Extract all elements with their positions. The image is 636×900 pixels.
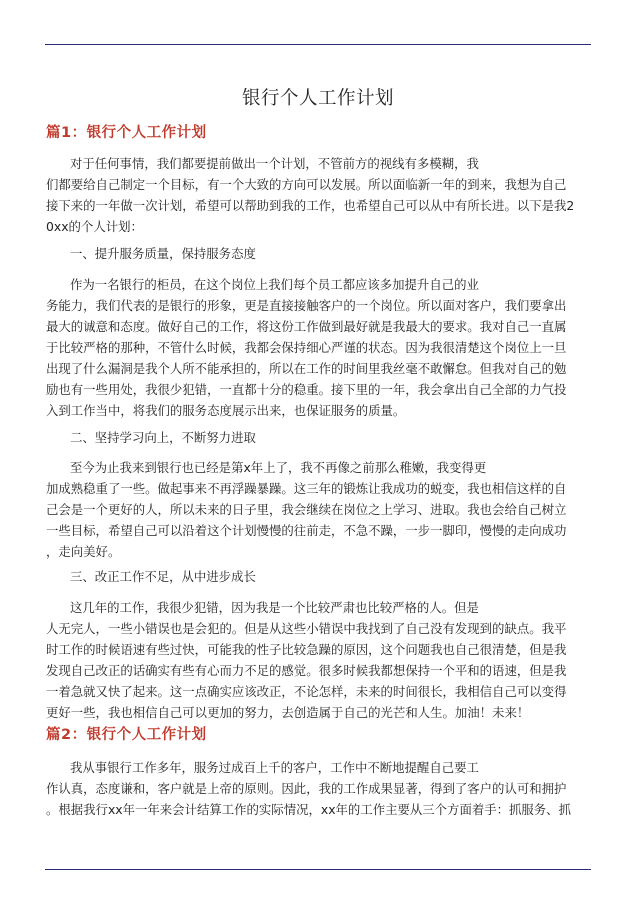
text-line: 励也有一些用处，我很少犯错，一直都十分的稳重。接下里的一年，我会拿出自己全部的力气投 — [46, 382, 567, 397]
subheading-1: 一、提升服务质量，保持服务态度 — [70, 246, 256, 261]
text-line: 入到工作当中，将我们的服务态度展示出来，也保证服务的质量。 — [46, 403, 406, 418]
part-1-paragraph — [46, 274, 586, 421]
text-line: 出现了什么漏洞是我个人所不能承担的，所以在工作的时间里我丝毫不敢懈怠。但我对自己的勉 — [46, 361, 567, 376]
text-line: 更好一些，我也相信自己可以更加的努力，去创造属于自己的光芒和人生。加油！未来！ — [46, 705, 530, 720]
text-line: 至今为止我来到银行也已经是第x年上了，我不再像之前那么稚嫩，我变得更 — [70, 460, 487, 475]
text-line: 一些目标，希望自己可以沿着这个计划慢慢的往前走，不急不躁，一步一脚印，慢慢的走向成功 — [46, 523, 567, 538]
section-heading-1: 篇1：银行个人工作计划 — [46, 125, 207, 141]
text-line: 于比较严格的那种，不管什么时候，我都会保持细心严谨的状态。因为我很清楚这个岗位上一旦 — [46, 340, 567, 355]
text-line: 们都要给自己制定一个目标，有一个大致的方向可以发展。所以面临新一年的到来，我想为自己 — [46, 177, 567, 192]
part-2-paragraph — [46, 457, 586, 562]
bottom-divider — [45, 869, 591, 870]
text-line: 人无完人，一些小错误也是会犯的。但是从这些小错误中我找到了自己没有发现到的缺点。我平 — [46, 621, 567, 636]
part-3-paragraph — [46, 597, 586, 723]
text-line: 我从事银行工作多年，服务过成百上千的客户，工作中不断地提醒自己要工 — [70, 760, 479, 775]
text-line: 0xx的个人计划： — [46, 219, 143, 234]
text-line: ，走向美好。 — [46, 544, 121, 559]
section-1-intro — [46, 153, 586, 237]
text-line: 接下来的一年做一次计划，希望可以帮助到我的工作，也希望自己可以从中有所长进。以下是我2 — [46, 198, 575, 213]
document-title: 银行个人工作计划 — [241, 88, 394, 109]
text-line: 时工作的时候语速有些过快，可能我的性子比较急躁的原因，这个问题我也自己很清楚，但是我 — [46, 642, 567, 657]
text-line: 作认真，态度谦和，客户就是上帝的原则。因此，我的工作成果显著，得到了客户的认可和拥护 — [46, 781, 567, 796]
text-line: 加成熟稳重了一些。做起事来不再浮躁暴躁。这三年的锻炼让我成功的蜕变，我也相信这样的自 — [46, 481, 567, 496]
text-line: 对于任何事情，我们都要提前做出一个计划，不管前方的视线有多模糊，我 — [70, 156, 479, 171]
top-divider — [45, 44, 591, 45]
text-line: 作为一名银行的柜员，在这个岗位上我们每个员工都应该多加提升自己的业 — [70, 277, 479, 292]
text-line: 这几年的工作，我很少犯错，因为我是一个比较严肃也比较严格的人。但是 — [70, 600, 479, 615]
text-line: 己会是一个更好的人，所以未来的日子里，我会继续在岗位之上学习、进取。我也会给自己树立 — [46, 502, 567, 517]
text-line: 最大的诚意和态度。做好自己的工作，将这份工作做到最好就是我最大的要求。我对自己一直属 — [46, 319, 567, 334]
subheading-2: 二、坚持学习向上，不断努力进取 — [70, 430, 256, 445]
text-line: 务能力，我们代表的是银行的形象，更是直接接触客户的一个岗位。所以面对客户，我们要拿出 — [46, 298, 567, 313]
subheading-3: 三、改正工作不足，从中进步成长 — [70, 569, 256, 584]
text-line: 。根据我行xx年一年来会计结算工作的实际情况，xx年的工作主要从三个方面着手：抓服务、抓 — [46, 802, 571, 817]
section-2-intro — [46, 757, 586, 820]
section-heading-2: 篇2：银行个人工作计划 — [46, 727, 207, 743]
text-line: 一着急就又快了起来。这一点确实应该改正，不论怎样，未来的时间很长，我相信自己可以变得 — [46, 684, 567, 699]
text-line: 发现自己改正的话确实有些有心而力不足的感觉。很多时候我都想保持一个平和的语速，但是我 — [46, 663, 567, 678]
